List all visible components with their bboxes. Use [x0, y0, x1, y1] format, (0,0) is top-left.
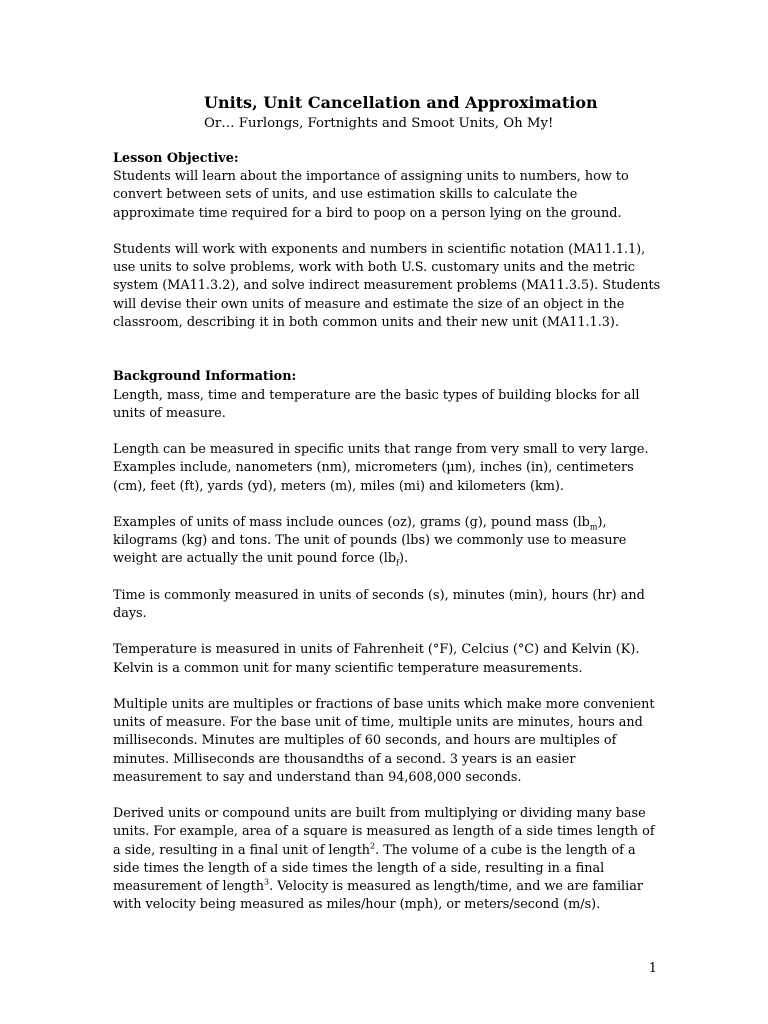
section-spacer — [113, 350, 661, 368]
background-paragraph-4: Time is commonly measured in units of seconds (s), minutes (min), hours (hr) and days. — [113, 587, 645, 621]
document-title: Units, Unit Cancellation and Approximation — [204, 93, 598, 112]
lesson-objective-section — [113, 150, 661, 223]
background-paragraph-7 — [113, 805, 661, 914]
lesson-objective-paragraph-1: Students will learn about the importance of assigning units to numbers, how to convert between sets of units, and use estimation skills to calculate the approximate time required for a bird to poop on a person lying on the ground. — [113, 169, 629, 221]
squared-superscript: 2 — [370, 841, 376, 851]
derived-text-a: Derived units or compound units are built from multiplying or dividing many base units. For example, area of a square is measured as length of a side times length of a side, resulting in a final unit of length — [113, 806, 655, 858]
background-paragraph-3 — [113, 514, 661, 569]
background-heading: Background Information: — [113, 369, 297, 385]
lesson-objective-heading: Lesson Objective: — [113, 151, 239, 166]
background-paragraph-5: Temperature is measured in units of Fahrenheit (°F), Celcius (°C) and Kelvin (K). Kelvin is a common unit for many scientific temperature measurements. — [113, 642, 640, 676]
document-subtitle: Or… Furlongs, Fortnights and Smoot Units, Oh My! — [204, 116, 554, 131]
derived-text-c: . Velocity is measured as length/time, and we are familiar with velocity being measured as miles/hour (mph), or meters/second (m/s). — [113, 878, 643, 913]
page-number: 1 — [648, 961, 657, 976]
background-paragraph-2: Length can be measured in specific units that range from very small to very large. Examples include, nanometers (nm), micrometers (µm), inches (in), centimeters (cm), feet (ft), yards (yd), meters (m), miles (mi) and kilometers (km). — [113, 442, 649, 494]
mass-text-c: ). — [399, 551, 409, 567]
mass-text-a: Examples of units of mass include ounces (oz), grams (g), pound mass (lb — [113, 514, 590, 530]
background-paragraph-1: Length, mass, time and temperature are the basic types of building blocks for all units of measure. — [113, 387, 640, 421]
lesson-objective-paragraph-2: Students will work with exponents and numbers in scientific notation (MA11.1.1), use units to solve problems, work with both U.S. customary units and the metric system (MA11.3.2), and solve indirect measurement problems (MA11.3.5). Students will devise their own units of measure and estimate the size of an object in the classroom, describing it in both common units and their new unit (MA11.1.3). — [113, 242, 661, 330]
document-body — [113, 150, 661, 933]
background-section — [113, 368, 661, 423]
derived-text-b: . The volume of a cube is the length of a side times the length of a side times the length of a side, resulting in a final measurement of length — [113, 842, 636, 894]
cubed-superscript: 3 — [264, 877, 270, 887]
mass-subscript-m: m — [589, 522, 598, 532]
background-paragraph-6: Multiple units are multiples or fractions of base units which make more convenient units of measure. For the base unit of time, multiple units are minutes, hours and milliseconds. Minutes are multiples of 60 seconds, and hours are multiples of minutes. Milliseconds are thousandths of a second. 3 years is an easier measurement to say and understand than 94,608,000 seconds. — [113, 696, 655, 785]
mass-text-b: ), kilograms (kg) and tons. The unit of pounds (lbs) we commonly use to measure weight are actually the unit pound force (lb — [113, 514, 627, 567]
force-subscript-f: f — [396, 558, 400, 568]
